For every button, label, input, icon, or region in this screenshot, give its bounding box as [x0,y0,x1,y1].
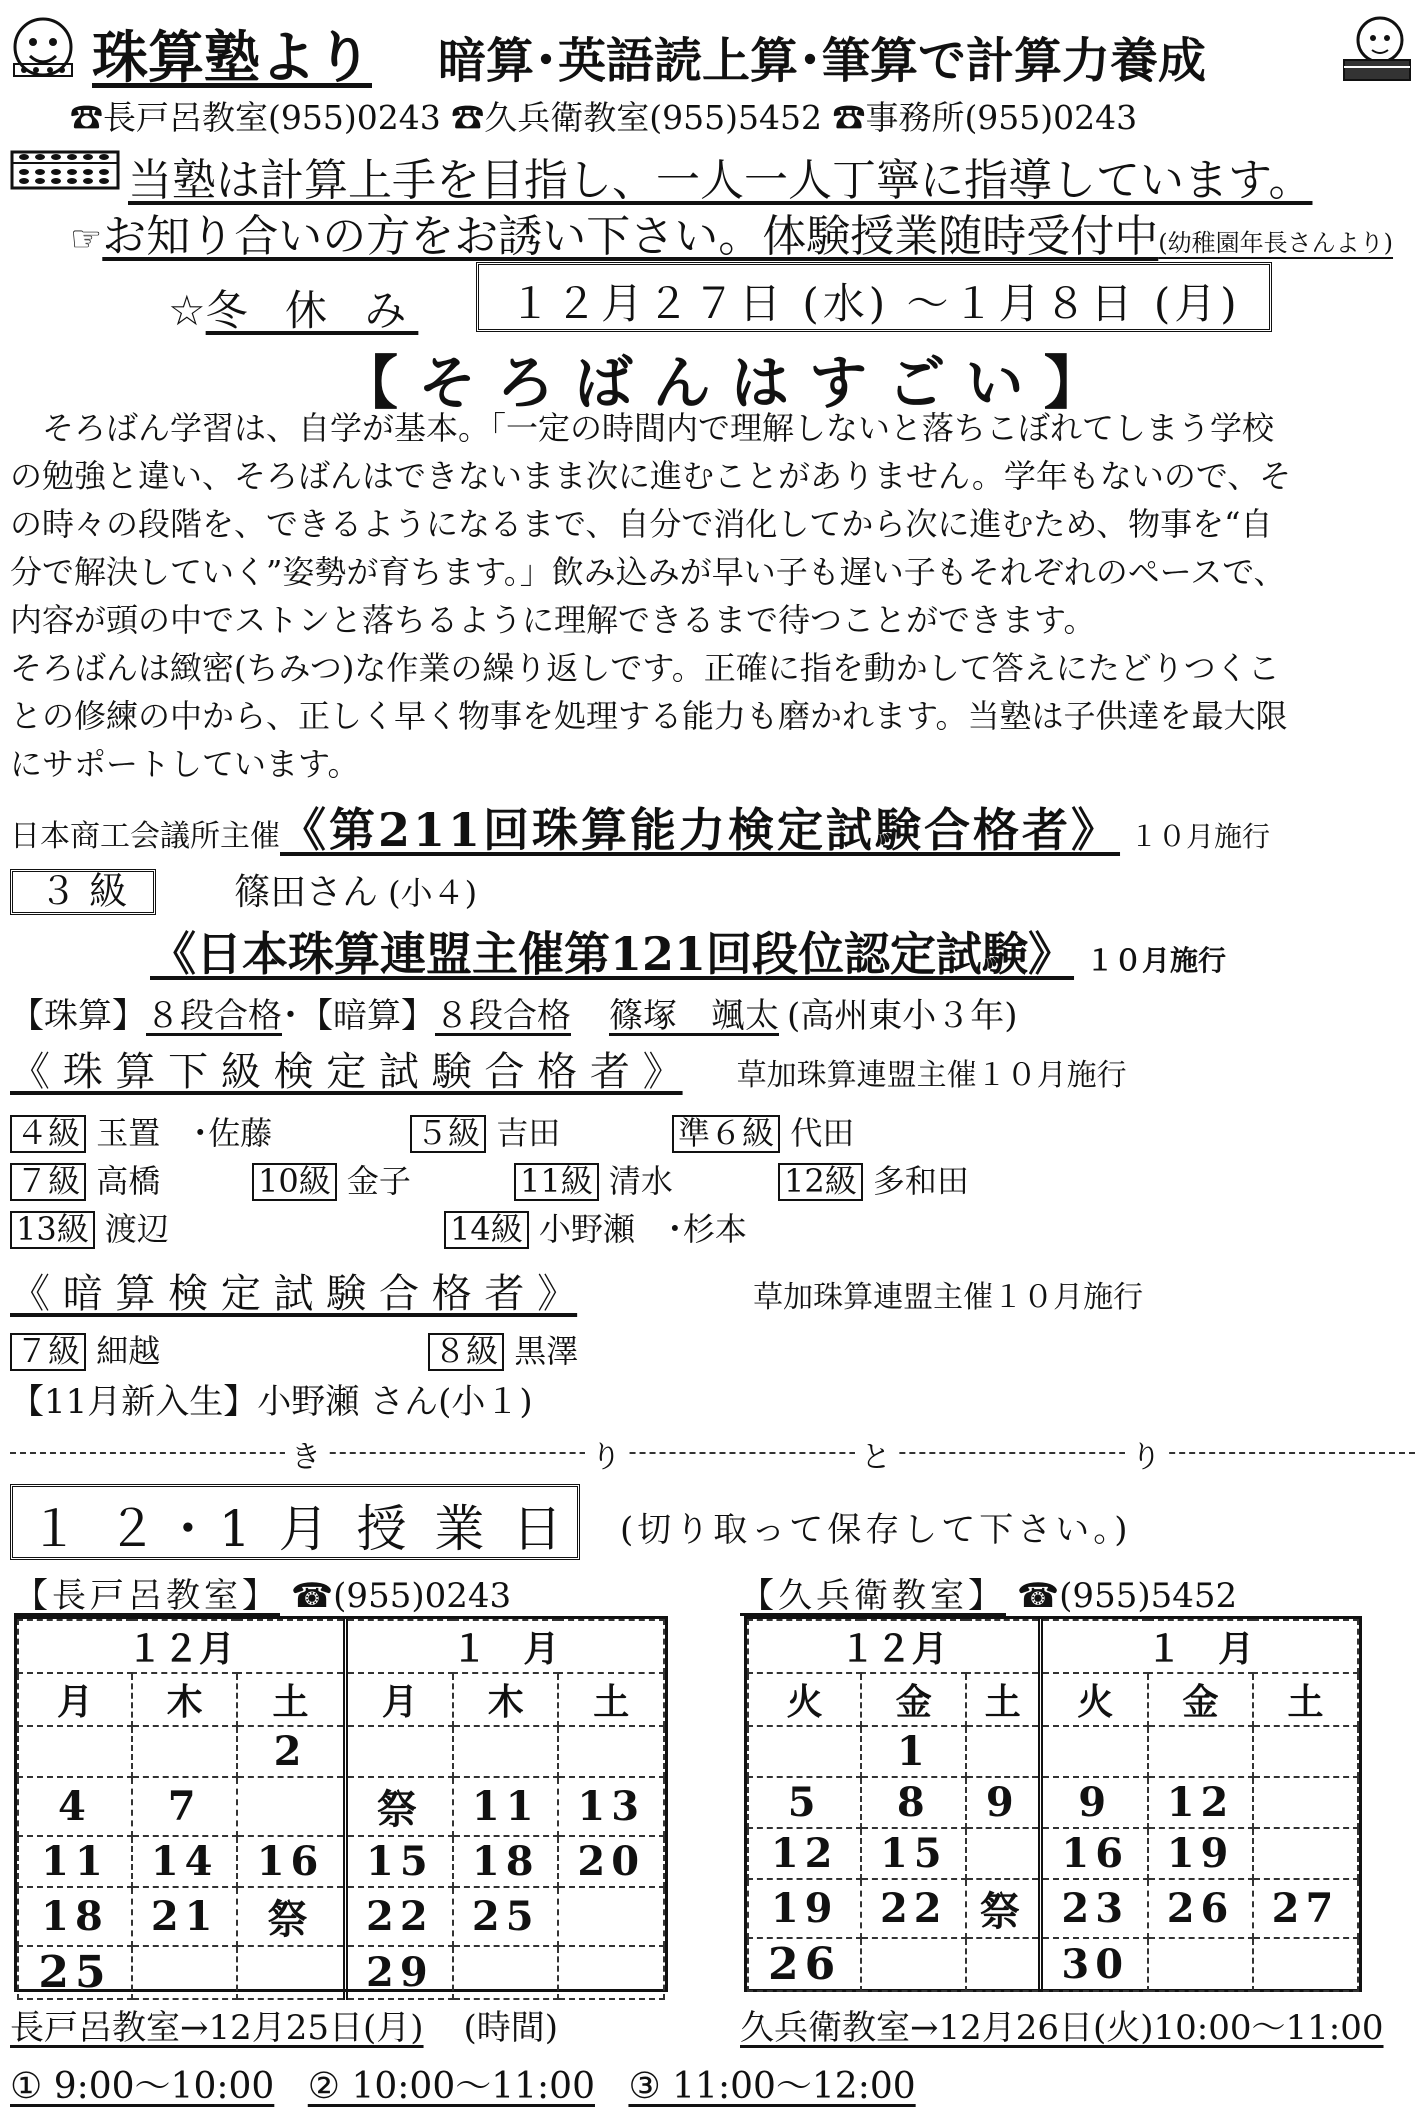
schedule-title: １ ２・1 月 授 業 日 [29,1500,569,1558]
article-line: の勉強と違い、そろばんはできないまま次に進むことがありません。学年もないので、そ [10,457,1292,495]
time-slots [10,2058,916,2109]
day-cell-highlight: 25 [18,1946,132,1999]
grade-badge: 10級 [252,1163,337,1201]
day-cell: 14 [132,1836,238,1887]
day-cell [861,1938,966,1991]
day-cell: 祭 [237,1887,345,1946]
lower-entry [444,1204,747,1250]
lower-title-row [10,1040,1127,1097]
day-cell: 15 [345,1836,453,1887]
day-cell [966,1828,1041,1879]
day-cell: 11 [18,1836,132,1887]
exam2-name: 篠塚 颯太 [609,996,779,1036]
passer-names: 代田 [790,1114,855,1152]
nagatoro-footer-row [10,2000,558,2049]
invite-text: お知り合いの方をお誘い下さい。体験授業随時受付中 [102,211,1159,262]
phone-icon: ☎ [832,98,866,137]
month-header: １ 月 [1041,1620,1358,1673]
day-cell [1253,1726,1358,1777]
day-cell: 19 [1148,1828,1253,1879]
kyubee-table [747,1619,1359,1992]
day-cell [1148,1938,1253,1991]
weekday-header: 火 [1041,1673,1148,1726]
nagatoro-label: 【長戸呂教室】 [14,1576,280,1616]
exam2-label-shuzan: 【珠算】 [10,996,146,1036]
day-cell [1041,1726,1148,1777]
article-line: 内容が頭の中でストンと落ちるように理解できるまで待つことができます。 [10,601,1096,639]
day-cell: 15 [861,1828,966,1879]
weekday-header: 月 [18,1673,132,1726]
exam1-grade: ３ 級 [10,869,156,915]
school-name: 珠算塾より [92,25,372,91]
exam1-host: 日本商工会議所主催 [10,819,280,854]
day-cell: 12 [748,1828,861,1879]
weekday-header: 月 [345,1673,453,1726]
weekday-header: 金 [861,1673,966,1726]
lower-entry [252,1156,411,1202]
winter-dates-text: １２月２７日 (水) ～１月８日 (月) [509,279,1241,328]
kyubee-label: 【久兵衛教室】 [740,1576,1006,1616]
day-cell: 4 [18,1777,132,1836]
day-cell [18,1726,132,1777]
day-cell: 19 [748,1879,861,1938]
weekday-header: 金 [1148,1673,1253,1726]
exam2-result-shuzan: ８段合格 [146,996,282,1036]
passer-names: 細越 [96,1332,161,1370]
day-cell: 16 [1041,1828,1148,1879]
cut-char: き [285,1432,327,1476]
day-cell: 22 [345,1887,453,1946]
lower-entry [10,1108,272,1154]
day-cell: 9 [1041,1777,1148,1828]
grade-badge: 11級 [514,1163,599,1201]
exam1-held: １０月施行 [1130,820,1271,853]
grade-badge: 12級 [778,1163,863,1201]
phone-nagatoro: 長戸呂教室(955)0243 [103,98,441,137]
kyubee-footer: 久兵衛教室→12月26日(火)10:00～11:00 [740,2008,1384,2048]
day-cell [966,1938,1041,1991]
anzan-title: 《 暗 算 検 定 試 験 合 格 者 》 [10,1271,578,1317]
pointing-hand-icon: ☞ [70,219,103,260]
phone-icon: ☎ [451,98,485,137]
anzan-held: 草加珠算連盟主催１０月施行 [753,1280,1144,1315]
article-title: 【 そ ろ ば ん は す ご い 】 [340,349,1102,417]
day-cell [453,1946,559,1999]
lower-entry [410,1108,560,1154]
day-cell [237,1777,345,1836]
passer-names: 玉置 ･佐藤 [96,1114,273,1152]
nagatoro-table [17,1619,665,2000]
time-slot-1: ① 9:00～10:00 [10,2066,275,2107]
day-cell: 18 [18,1887,132,1946]
passer-names: 高橋 [96,1162,161,1200]
passer-names: 多和田 [872,1162,969,1200]
nagatoro-header [14,1568,511,1617]
day-cell: 2 [237,1726,345,1777]
time-slot-2: ② 10:00～11:00 [307,2066,595,2107]
time-label: (時間) [463,2008,559,2048]
article-line: の時々の段階を、できるようになるまで、自分で消化してから次に進むため、物事を“自 [10,505,1273,543]
article-line: との修練の中から、正しく早く物事を処理する能力も磨かれます。当塾は子供達を最大限 [10,697,1288,735]
nagatoro-footer: 長戸呂教室→12月25日(月) [10,2008,424,2048]
day-cell: 18 [453,1836,559,1887]
article-line: にサポートしています。 [10,745,360,783]
lower-entry [778,1156,969,1202]
grade-badge: ７級 [10,1333,86,1371]
exam1-result [10,864,477,915]
day-cell [453,1726,559,1777]
day-cell [345,1726,453,1777]
passer-names: 金子 [346,1162,411,1200]
kyubee-header [740,1568,1237,1617]
weekday-header: 土 [558,1673,664,1726]
winter-label-row [168,278,418,338]
day-cell: 25 [453,1887,559,1946]
weekday-header: 土 [1253,1673,1358,1726]
kyubee-calendar [744,1616,1362,1992]
day-cell [1253,1938,1358,1991]
day-cell [132,1726,238,1777]
day-cell: 26 [1148,1879,1253,1938]
day-cell [1253,1777,1358,1828]
day-cell: 29 [345,1946,453,1999]
lower-title: 《 珠 算 下 級 検 定 試 験 合 格 者 》 [10,1049,683,1095]
exam2-result [10,988,1018,1037]
passer-names: 渡辺 [104,1210,169,1248]
cut-char: り [585,1432,627,1476]
day-cell: 27 [1253,1879,1358,1938]
boy-abacus-icon [1340,12,1415,84]
cut-line [10,1438,1415,1475]
day-cell [558,1946,664,1999]
winter-label: 冬 休 み [205,286,419,335]
day-cell: 5 [748,1777,861,1828]
day-cell: 7 [132,1777,238,1836]
grade-badge: ７級 [10,1163,86,1201]
day-cell [558,1887,664,1946]
day-cell: 16 [237,1836,345,1887]
kyubee-phone: (955)5452 [1059,1576,1238,1616]
day-cell: 21 [132,1887,238,1946]
day-cell: 13 [558,1777,664,1836]
day-cell [132,1946,238,1999]
exam1-title: 《第211回珠算能力検定試験合格者》 [280,803,1121,857]
day-cell-highlight: 26 [748,1938,861,1991]
grade-badge: ４級 [10,1115,86,1153]
lower-entry [10,1156,160,1202]
lower-held: 草加珠算連盟主催１０月施行 [736,1058,1127,1093]
anzan-title-row [10,1262,1143,1319]
cut-char: り [1125,1432,1167,1476]
day-cell: 11 [453,1777,559,1836]
day-cell: 12 [1148,1777,1253,1828]
grade-badge: ５級 [410,1115,486,1153]
nagatoro-calendar [14,1616,668,1998]
exam1-school: (小４) [388,874,478,912]
motto: 当塾は計算上手を目指し、一人一人丁寧に指導しています。 [128,155,1313,206]
cut-char: と [855,1432,897,1476]
day-cell: 20 [558,1836,664,1887]
phone-row [70,92,1137,139]
exam1-name: 篠田さん [234,872,379,913]
weekday-header: 土 [237,1673,345,1726]
smiley-abacus-icon [8,12,78,82]
grade-badge: 14級 [444,1211,529,1249]
passer-names: 吉田 [496,1114,561,1152]
passer-names: 清水 [608,1162,673,1200]
exam2-row [150,918,1226,984]
time-slot-3: ③ 11:00～12:00 [628,2066,916,2107]
day-cell [1253,1828,1358,1879]
lower-entry [514,1156,673,1202]
lower-entry [10,1204,169,1250]
day-cell: 9 [966,1777,1041,1828]
day-cell [237,1946,345,1999]
abacus-icon [10,148,120,192]
day-cell [748,1726,861,1777]
anzan-entry [428,1326,578,1372]
winter-dates [476,262,1272,332]
invite-note: (幼稚園年長さんより) [1158,229,1394,257]
article-line: そろばんは緻密(ちみつ)な作業の繰り返しです。正確に指を動かして答えにたどりつくこ [10,649,1280,687]
article-line: そろばん学習は、自学が基本。「一定の時間内で理解しないと落ちこぼれてしまう学校 [10,409,1275,447]
invite-row [70,200,1393,264]
day-cell: 30 [1041,1938,1148,1991]
exam2-held: １０月施行 [1086,944,1227,977]
day-cell: 祭 [966,1879,1041,1938]
schedule-title-box [10,1484,580,1560]
grade-badge: 準６級 [672,1115,780,1153]
exam1-row [10,794,1270,860]
weekday-header: 土 [966,1673,1041,1726]
day-cell: 祭 [345,1777,453,1836]
day-cell: 23 [1041,1879,1148,1938]
exam2-title: 《日本珠算連盟主催第121回段位認定試験》 [150,927,1075,981]
grade-badge: 13級 [10,1211,95,1249]
phone-kyubee: 久兵衛教室(955)5452 [484,98,822,137]
weekday-header: 木 [453,1673,559,1726]
weekday-header: 火 [748,1673,861,1726]
exam2-school: (高州東小３年) [787,996,1018,1036]
anzan-entry [10,1326,160,1372]
newcomer: 【11月新入生】小野瀬 さん(小１) [10,1382,533,1422]
day-cell [558,1726,664,1777]
lower-entry [672,1108,854,1154]
passer-names: 小野瀬 ･杉本 [538,1210,747,1248]
exam2-separator: ･ [282,996,299,1036]
tagline: 暗算･英語読上算･筆算で計算力養成 [438,33,1207,89]
exam2-result-anzan: ８段合格 [435,996,571,1036]
day-cell [1148,1726,1253,1777]
day-cell [966,1726,1041,1777]
phone-icon: ☎ [290,1576,334,1616]
month-header: １２月 [748,1620,1041,1673]
grade-badge: ８級 [428,1333,504,1371]
star-icon: ☆ [168,286,206,335]
phone-icon: ☎ [70,98,103,137]
month-header: １ 月 [345,1620,664,1673]
article-line: 分で解決していく”姿勢が育ちます。」飲み込みが早い子も遅い子もそれぞれのペースで、 [10,553,1286,591]
day-cell: 8 [861,1777,966,1828]
article-body [10,404,1291,788]
day-cell: 1 [861,1726,966,1777]
weekday-header: 木 [132,1673,238,1726]
schedule-note: (切り取って保存して下さい。) [620,1510,1132,1550]
phone-office: 事務所(955)0243 [865,98,1138,137]
nagatoro-phone: (955)0243 [333,1576,512,1616]
phone-icon: ☎ [1016,1576,1060,1616]
exam2-label-anzan: 【暗算】 [299,996,435,1036]
day-cell: 22 [861,1879,966,1938]
month-header: １２月 [18,1620,345,1673]
passer-names: 黒澤 [514,1332,579,1370]
